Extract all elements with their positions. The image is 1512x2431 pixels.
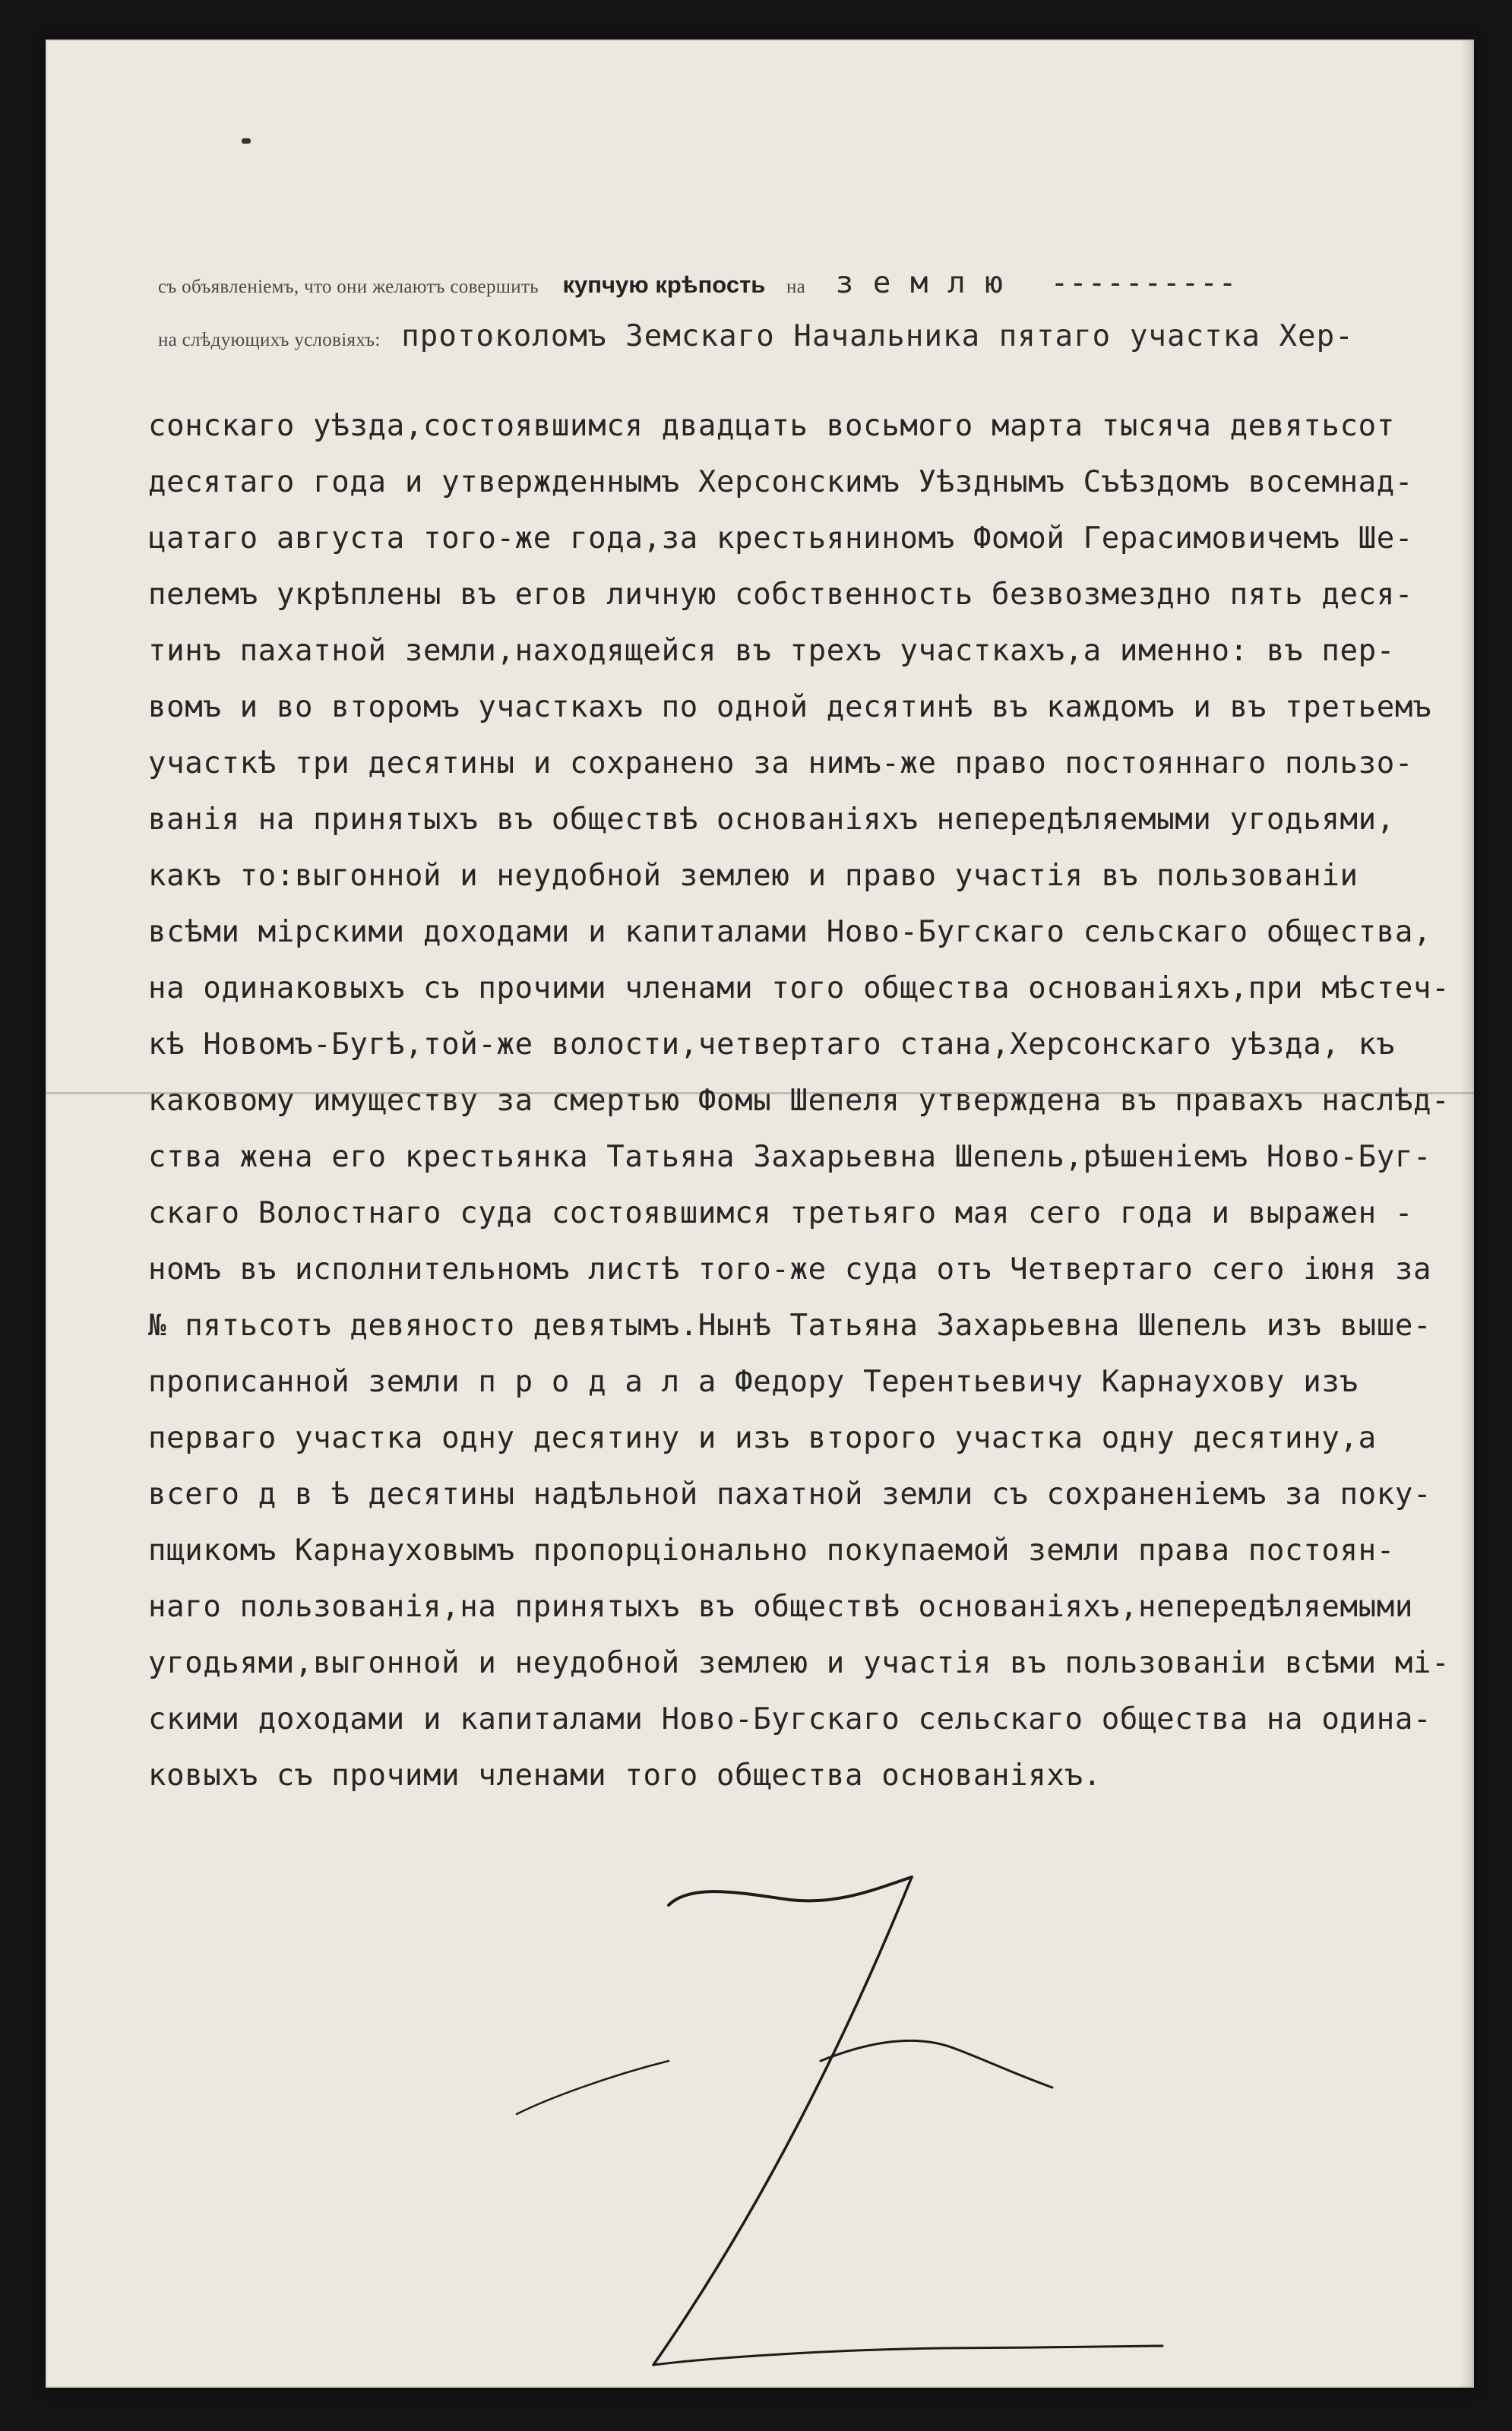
body-line: ванія на принятыхъ въ обществѣ основаніяхъ непередѣляемыми угодьями, <box>148 802 1395 837</box>
body-line: наго пользованія,на принятыхъ въ обществѣ основаніяхъ,непередѣляемыми <box>148 1590 1413 1624</box>
dash-filler: ---------- <box>1050 266 1238 300</box>
header-line-1 <box>158 266 1237 300</box>
z-mark-left-flourish <box>517 2061 669 2114</box>
deed-subject: з е м л ю <box>835 266 1004 300</box>
z-mark-bottom-stroke <box>653 2346 1162 2365</box>
conditions-first-line: протоколомъ Земскаго Начальника пятаго участка Хер- <box>401 319 1354 353</box>
body-line: участкѣ три десятины и сохранено за нимъ-же право постояннаго пользо- <box>148 746 1413 780</box>
header-line-2 <box>158 319 1354 353</box>
body-line: тинъ пахатной земли,находящейся въ трехъ участкахъ,а именно: въ пер- <box>148 634 1395 668</box>
body-line: каковому имуществу за смертью Фомы Шепеля утверждена въ правахъ наслѣд- <box>148 1084 1450 1118</box>
deed-body <box>148 398 1470 1804</box>
body-line: скаго Волостнаго суда состоявшимся третьяго мая сего года и выражен - <box>148 1196 1413 1230</box>
body-line: ства жена его крестьянка Татьяна Захарьевна Шепель,рѣшеніемъ Ново-Буг- <box>148 1140 1432 1174</box>
body-line: пелемъ укрѣплены въ егов личную собственность безвозмездно пять деся- <box>148 578 1413 612</box>
body-line: всѣми мірскими доходами и капиталами Ново-Бугскаго сельскаго общества, <box>148 915 1432 949</box>
body-line: № пятьсотъ девяносто девятымъ.Нынѣ Татьяна Захарьевна Шепель изъ выше- <box>148 1309 1432 1343</box>
body-line: десятаго года и утвержденнымъ Херсонскимъ Уѣзднымъ Съѣздомъ восемнад- <box>148 465 1413 499</box>
z-mark-diagonal-stroke <box>653 1877 912 2365</box>
document-sheet <box>46 40 1474 2388</box>
ink-dot <box>242 138 251 144</box>
form-caption-preposition: на <box>786 277 806 297</box>
body-line: на одинаковыхъ съ прочими членами того общества основаніяхъ,при мѣстеч- <box>148 971 1450 1005</box>
body-line: прописанной земли п р о д а л а Федору Терентьевичу Карнаухову изъ <box>148 1365 1359 1399</box>
body-line: перваго участка одну десятину и изъ второго участка одну десятину,а <box>148 1421 1377 1455</box>
body-line: цатаго августа того-же года,за крестьяниномъ Фомой Герасимовичемъ Ше- <box>148 521 1413 556</box>
deed-type: купчую крѣпость <box>562 271 766 298</box>
z-cancellation-mark <box>517 1871 1352 2403</box>
form-caption-declaration: съ объявленіемъ, что они желаютъ совершить <box>158 277 539 297</box>
form-caption-conditions: на слѣдующихъ условіяхъ: <box>158 330 381 350</box>
body-line: ковыхъ съ прочими членами того общества основаніяхъ. <box>148 1758 1102 1793</box>
body-line: всего д в ѣ десятины надѣльной пахатной земли съ сохраненіемъ за поку- <box>148 1477 1432 1511</box>
body-line: вомъ и во второмъ участкахъ по одной десятинѣ въ каждомъ и въ третьемъ <box>148 690 1432 724</box>
z-mark-top-stroke <box>669 1877 912 1905</box>
body-line: кѣ Новомъ-Бугѣ,той-же волости,четвертаго стана,Херсонскаго уѣзда, къ <box>148 1027 1395 1062</box>
body-line: номъ въ исполнительномъ листѣ того-же суда отъ Четвертаго сего іюня за <box>148 1252 1432 1287</box>
z-mark-right-flourish <box>821 2040 1052 2088</box>
body-line: сонскаго уѣзда,состоявшимся двадцать восьмого марта тысяча девятьсот <box>148 409 1395 443</box>
body-line: пщикомъ Карнауховымъ пропорціонально покупаемой земли права постоян- <box>148 1534 1395 1568</box>
body-line: какъ то:выгонной и неудобной землею и право участія въ пользованіи <box>148 859 1359 893</box>
body-line: скими доходами и капиталами Ново-Бугскаго сельскаго общества на одина- <box>148 1702 1432 1736</box>
body-line: угодьями,выгонной и неудобной землею и участія въ пользованіи всѣми мі- <box>148 1646 1450 1680</box>
